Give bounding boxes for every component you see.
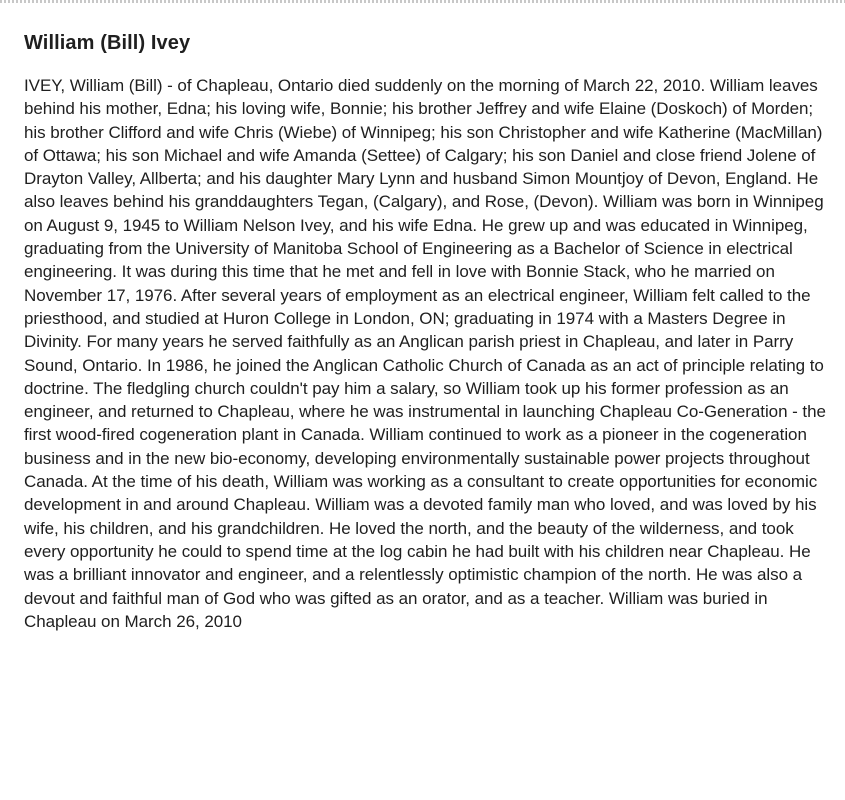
- obituary-article: [24, 30, 839, 633]
- obituary-body: IVEY, William (Bill) - of Chapleau, Ontario died suddenly on the morning of March 22, 2010. William leaves behind his mother, Edna; his loving wife, Bonnie; his brother Jeffrey and wife Elaine (Doskoch) of Morden; his brother Clifford and wife Chris (Wiebe) of Winnipeg; his son Christopher and wife Katherine (MacMillan) of Ottawa; his son Michael and wife Amanda (Settee) of Calgary; his son Daniel and close friend Jolene of Drayton Valley, Allberta; and his daughter Mary Lynn and husband Simon Mountjoy of Devon, England. He also leaves behind his granddaughters Tegan, (Calgary), and Rose, (Devon). William was born in Winnipeg on August 9, 1945 to William Nelson Ivey, and his wife Edna. He grew up and was educated in Winnipeg, graduating from the University of Manitoba School of Engineering as a Bachelor of Science in electrical engineering. It was during this time that he met and fell in love with Bonnie Stack, who he married on November 17, 1976. After several years of employment as an electrical engineer, William felt called to the priesthood, and studied at Huron College in London, ON; graduating in 1974 with a Masters Degree in Divinity. For many years he served faithfully as an Anglican parish priest in Chapleau, and later in Parry Sound, Ontario. In 1986, he joined the Anglican Catholic Church of Canada as an act of principle relating to doctrine. The fledgling church couldn't pay him a salary, so William took up his former profession as an engineer, and returned to Chapleau, where he was instrumental in launching Chapleau Co-Generation - the first wood-fired cogeneration plant in Canada. William continued to work as a pioneer in the cogeneration business and in the new bio-economy, developing environmentally sustainable power projects throughout Canada. At the time of his death, William was working as a consultant to create opportunities for economic development in and around Chapleau. William was a devoted family man who loved, and was loved by his wife, his children, and his grandchildren. He loved the north, and the beauty of the wilderness, and took every opportunity he could to spend time at the log cabin he had built with his children near Chapleau. He was a brilliant innovator and engineer, and a relentlessly optimistic champion of the north. He was also a devout and faithful man of God who was gifted as an orator, and as a teacher. William was buried in Chapleau on March 26, 2010: [24, 76, 826, 631]
- obituary-title: William (Bill) Ivey: [24, 32, 191, 54]
- top-edge-rule: [0, 0, 845, 3]
